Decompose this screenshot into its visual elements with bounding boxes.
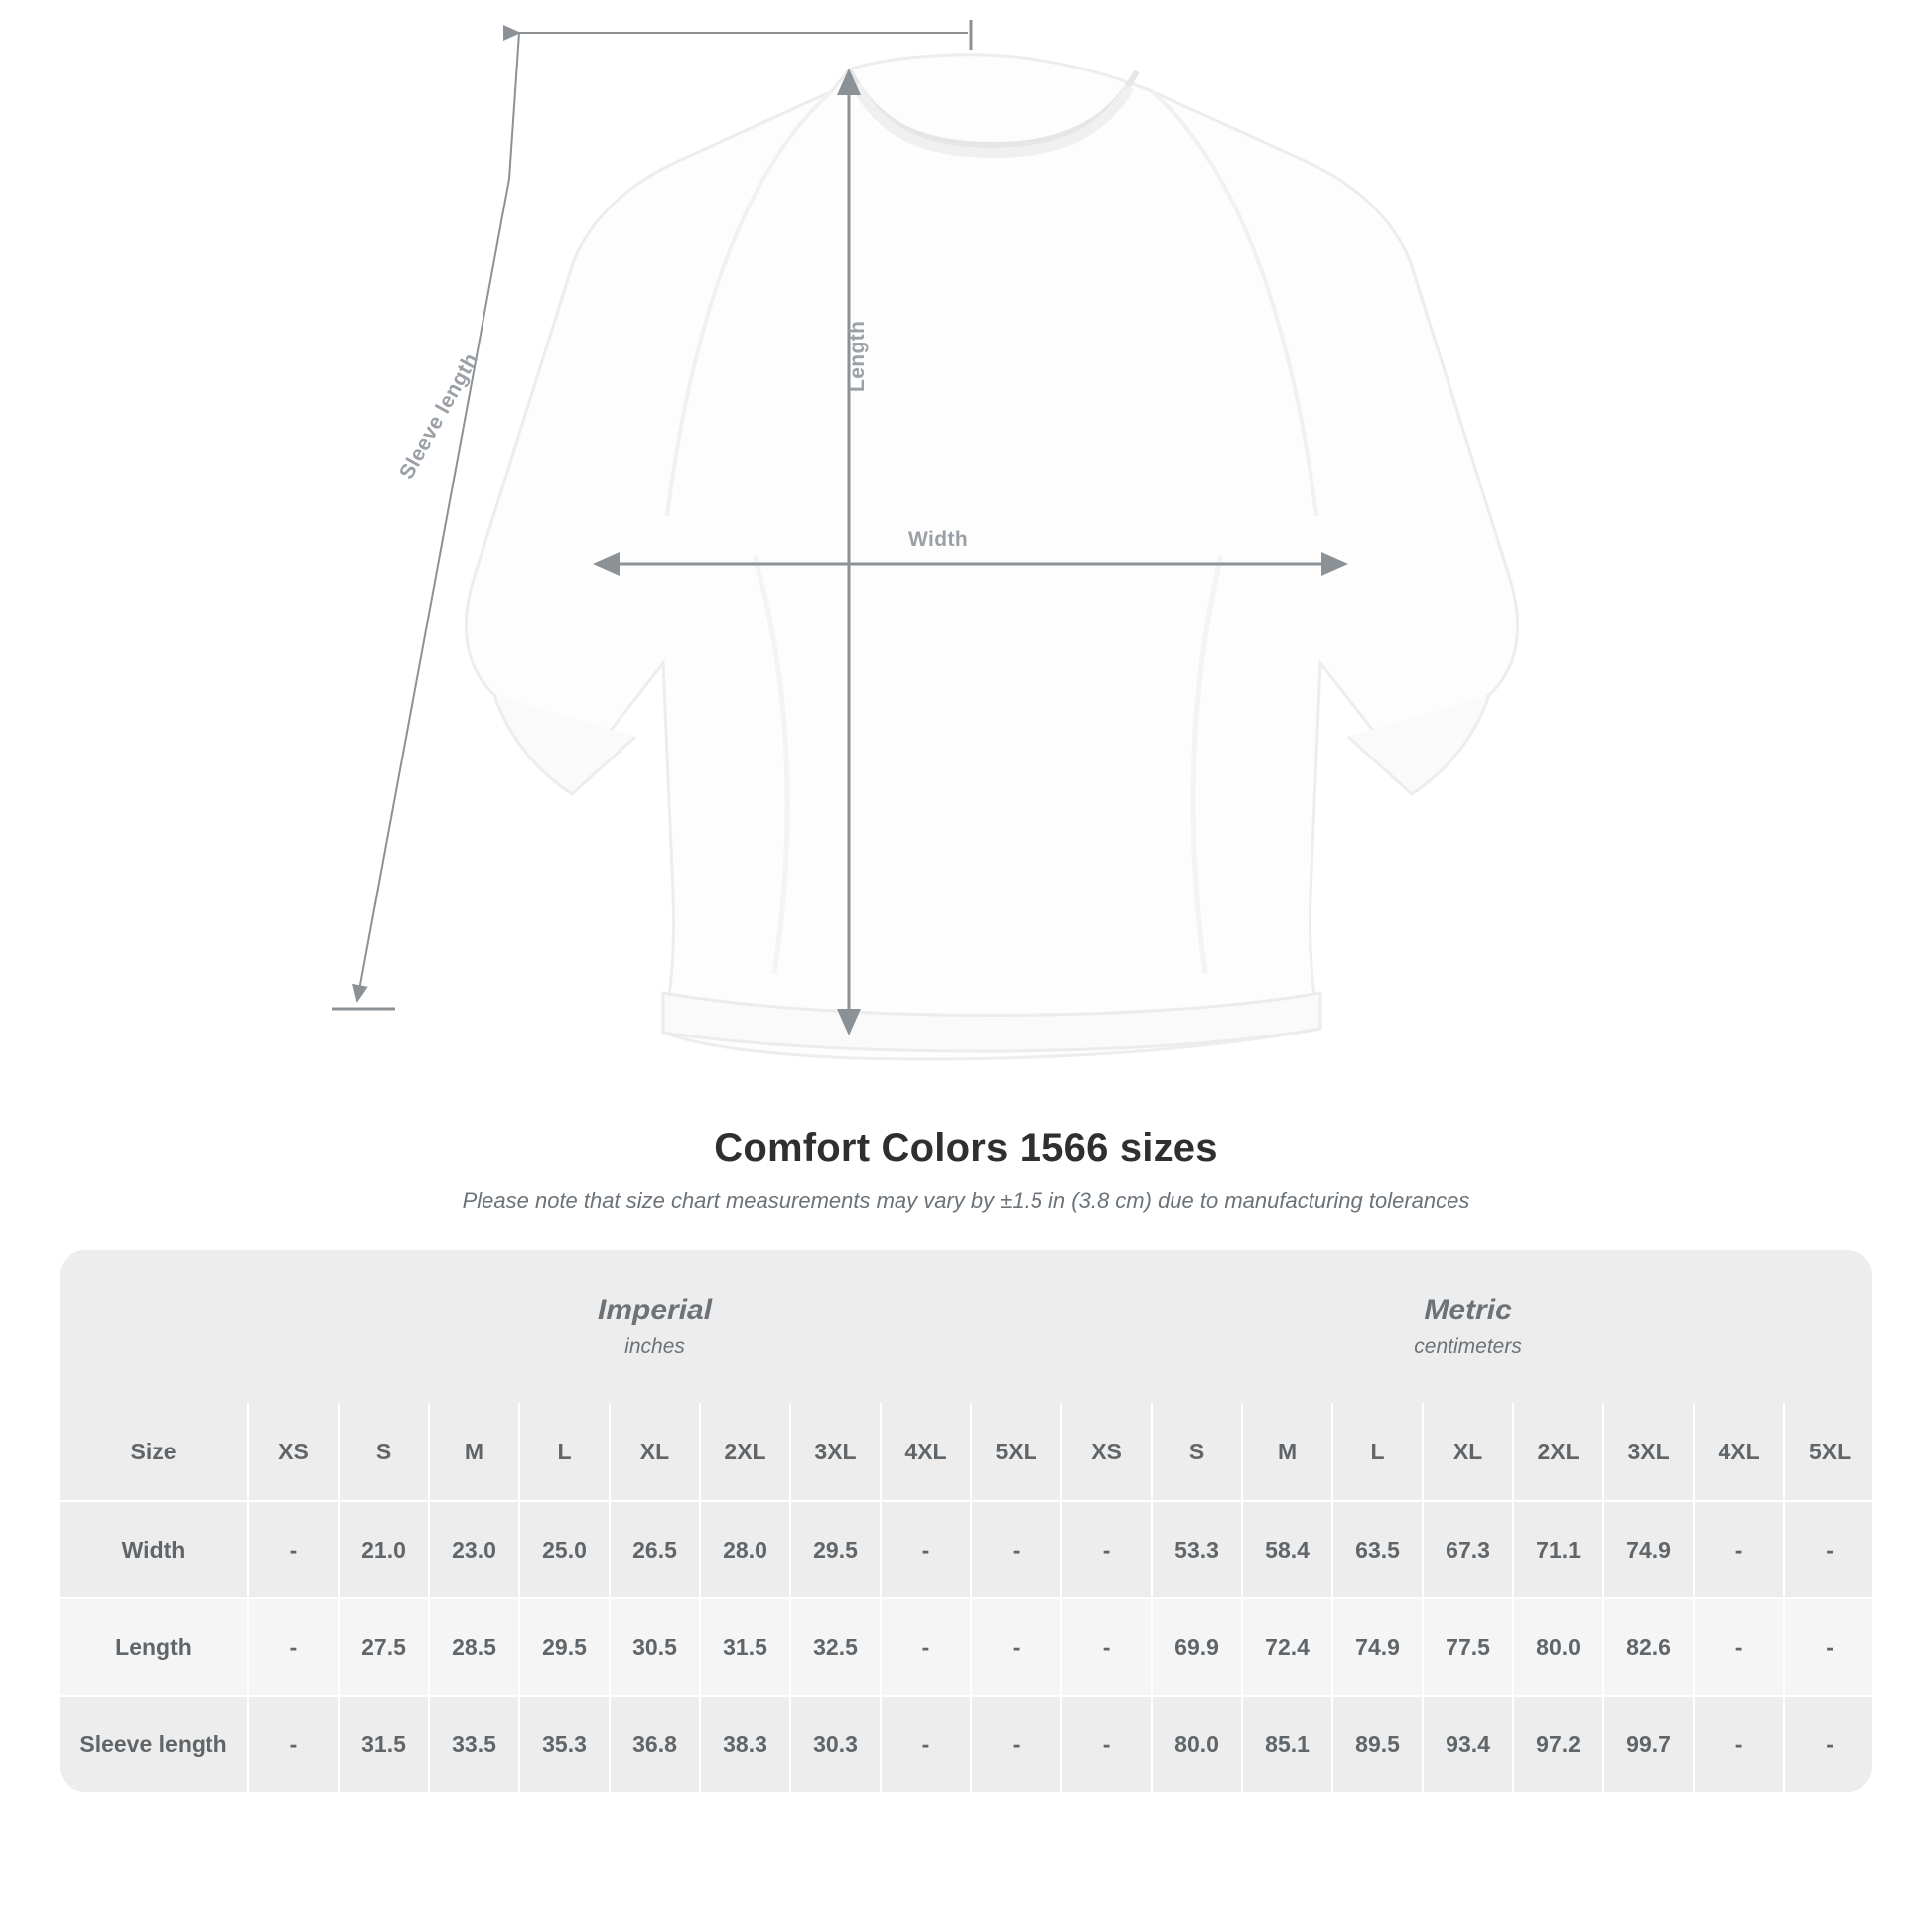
cell-width-metric-l: 63.5 — [1332, 1501, 1423, 1598]
length-label: Length — [846, 320, 869, 392]
tolerance-note: Please note that size chart measurements may vary by ±1.5 in (3.8 cm) due to manufacturing tolerances — [462, 1188, 1470, 1213]
cell-sleeve-metric-xl: 93.4 — [1423, 1696, 1513, 1792]
cell-sleeve-imperial-3xl: 30.3 — [790, 1696, 881, 1792]
cell-length-metric-s: 69.9 — [1152, 1598, 1242, 1696]
size-header-metric-m: M — [1242, 1403, 1332, 1501]
cell-sleeve-imperial-s: 31.5 — [339, 1696, 429, 1792]
size-header-metric-l: L — [1332, 1403, 1423, 1501]
size-header-imperial-m: M — [429, 1403, 519, 1501]
cell-width-imperial-l: 25.0 — [519, 1501, 610, 1598]
unit-header-imperial — [248, 1250, 1061, 1403]
size-header-imperial-5xl: 5XL — [971, 1403, 1061, 1501]
cell-length-imperial-3xl: 32.5 — [790, 1598, 881, 1696]
cell-width-metric-m: 58.4 — [1242, 1501, 1332, 1598]
cell-width-metric-xl: 67.3 — [1423, 1501, 1513, 1598]
size-header-imperial-xl: XL — [610, 1403, 700, 1501]
cell-width-metric-3xl: 74.9 — [1603, 1501, 1694, 1598]
cell-sleeve-metric-s: 80.0 — [1152, 1696, 1242, 1792]
cell-length-metric-m: 72.4 — [1242, 1598, 1332, 1696]
unit-header-row — [60, 1250, 1872, 1403]
size-header-imperial-l: L — [519, 1403, 610, 1501]
cell-length-metric-l: 74.9 — [1332, 1598, 1423, 1696]
cell-length-imperial-xl: 30.5 — [610, 1598, 700, 1696]
cell-sleeve-imperial-xl: 36.8 — [610, 1696, 700, 1792]
cell-width-imperial-xs: - — [248, 1501, 339, 1598]
title-block — [0, 1126, 1932, 1214]
page-title: Comfort Colors 1566 sizes — [714, 1126, 1218, 1170]
cell-length-imperial-xs: - — [248, 1598, 339, 1696]
size-header-imperial-2xl: 2XL — [700, 1403, 790, 1501]
cell-length-metric-5xl: - — [1784, 1598, 1872, 1696]
size-header-metric-2xl: 2XL — [1513, 1403, 1603, 1501]
row-label-sleeve-length: Sleeve length — [60, 1696, 248, 1792]
cell-width-imperial-4xl: - — [881, 1501, 971, 1598]
cell-width-imperial-2xl: 28.0 — [700, 1501, 790, 1598]
cell-length-metric-xl: 77.5 — [1423, 1598, 1513, 1696]
cell-length-metric-2xl: 80.0 — [1513, 1598, 1603, 1696]
sleeve-length-label: Sleeve length — [395, 349, 483, 483]
row-label-length: Length — [60, 1598, 248, 1696]
cell-width-imperial-s: 21.0 — [339, 1501, 429, 1598]
size-header-metric-5xl: 5XL — [1784, 1403, 1872, 1501]
unit-header-metric — [1061, 1250, 1872, 1403]
cell-sleeve-metric-5xl: - — [1784, 1696, 1872, 1792]
cell-length-imperial-5xl: - — [971, 1598, 1061, 1696]
cell-width-metric-xs: - — [1061, 1501, 1152, 1598]
sweatshirt-shape — [466, 55, 1517, 1059]
table-row — [60, 1501, 1872, 1598]
unit-name-metric: Metric — [1424, 1294, 1512, 1326]
unit-sub-metric: centimeters — [1414, 1335, 1522, 1358]
cell-length-imperial-m: 28.5 — [429, 1598, 519, 1696]
cell-sleeve-metric-xs: - — [1061, 1696, 1152, 1792]
cell-sleeve-imperial-xs: - — [248, 1696, 339, 1792]
unit-sub-imperial: inches — [624, 1335, 685, 1358]
cell-width-imperial-3xl: 29.5 — [790, 1501, 881, 1598]
cell-length-metric-xs: - — [1061, 1598, 1152, 1696]
cell-sleeve-metric-3xl: 99.7 — [1603, 1696, 1694, 1792]
cell-width-metric-5xl: - — [1784, 1501, 1872, 1598]
cell-sleeve-metric-4xl: - — [1694, 1696, 1784, 1792]
cell-width-imperial-5xl: - — [971, 1501, 1061, 1598]
size-header-metric-xs: XS — [1061, 1403, 1152, 1501]
cell-sleeve-metric-2xl: 97.2 — [1513, 1696, 1603, 1792]
cell-width-imperial-m: 23.0 — [429, 1501, 519, 1598]
cell-length-metric-4xl: - — [1694, 1598, 1784, 1696]
size-table — [60, 1250, 1872, 1792]
cell-length-imperial-2xl: 31.5 — [700, 1598, 790, 1696]
size-header-metric-4xl: 4XL — [1694, 1403, 1784, 1501]
cell-width-metric-s: 53.3 — [1152, 1501, 1242, 1598]
cell-sleeve-imperial-m: 33.5 — [429, 1696, 519, 1792]
size-header-imperial-4xl: 4XL — [881, 1403, 971, 1501]
size-header-imperial-s: S — [339, 1403, 429, 1501]
cell-length-imperial-l: 29.5 — [519, 1598, 610, 1696]
size-header-row — [60, 1403, 1872, 1501]
unit-name-imperial: Imperial — [598, 1294, 713, 1326]
cell-length-imperial-4xl: - — [881, 1598, 971, 1696]
cell-length-metric-3xl: 82.6 — [1603, 1598, 1694, 1696]
cell-sleeve-imperial-5xl: - — [971, 1696, 1061, 1792]
size-table-wrapper — [60, 1250, 1872, 1792]
cell-width-metric-2xl: 71.1 — [1513, 1501, 1603, 1598]
cell-sleeve-metric-l: 89.5 — [1332, 1696, 1423, 1792]
size-header-label: Size — [60, 1403, 248, 1501]
size-header-metric-3xl: 3XL — [1603, 1403, 1694, 1501]
cell-sleeve-imperial-4xl: - — [881, 1696, 971, 1792]
size-header-imperial-xs: XS — [248, 1403, 339, 1501]
table-row — [60, 1696, 1872, 1792]
table-row — [60, 1598, 1872, 1696]
size-header-metric-xl: XL — [1423, 1403, 1513, 1501]
row-label-width: Width — [60, 1501, 248, 1598]
unit-header-spacer — [60, 1250, 248, 1403]
size-header-metric-s: S — [1152, 1403, 1242, 1501]
cell-width-metric-4xl: - — [1694, 1501, 1784, 1598]
size-header-imperial-3xl: 3XL — [790, 1403, 881, 1501]
cell-length-imperial-s: 27.5 — [339, 1598, 429, 1696]
cell-width-imperial-xl: 26.5 — [610, 1501, 700, 1598]
cell-sleeve-imperial-2xl: 38.3 — [700, 1696, 790, 1792]
cell-sleeve-imperial-l: 35.3 — [519, 1696, 610, 1792]
cell-sleeve-metric-m: 85.1 — [1242, 1696, 1332, 1792]
width-label: Width — [908, 528, 969, 551]
